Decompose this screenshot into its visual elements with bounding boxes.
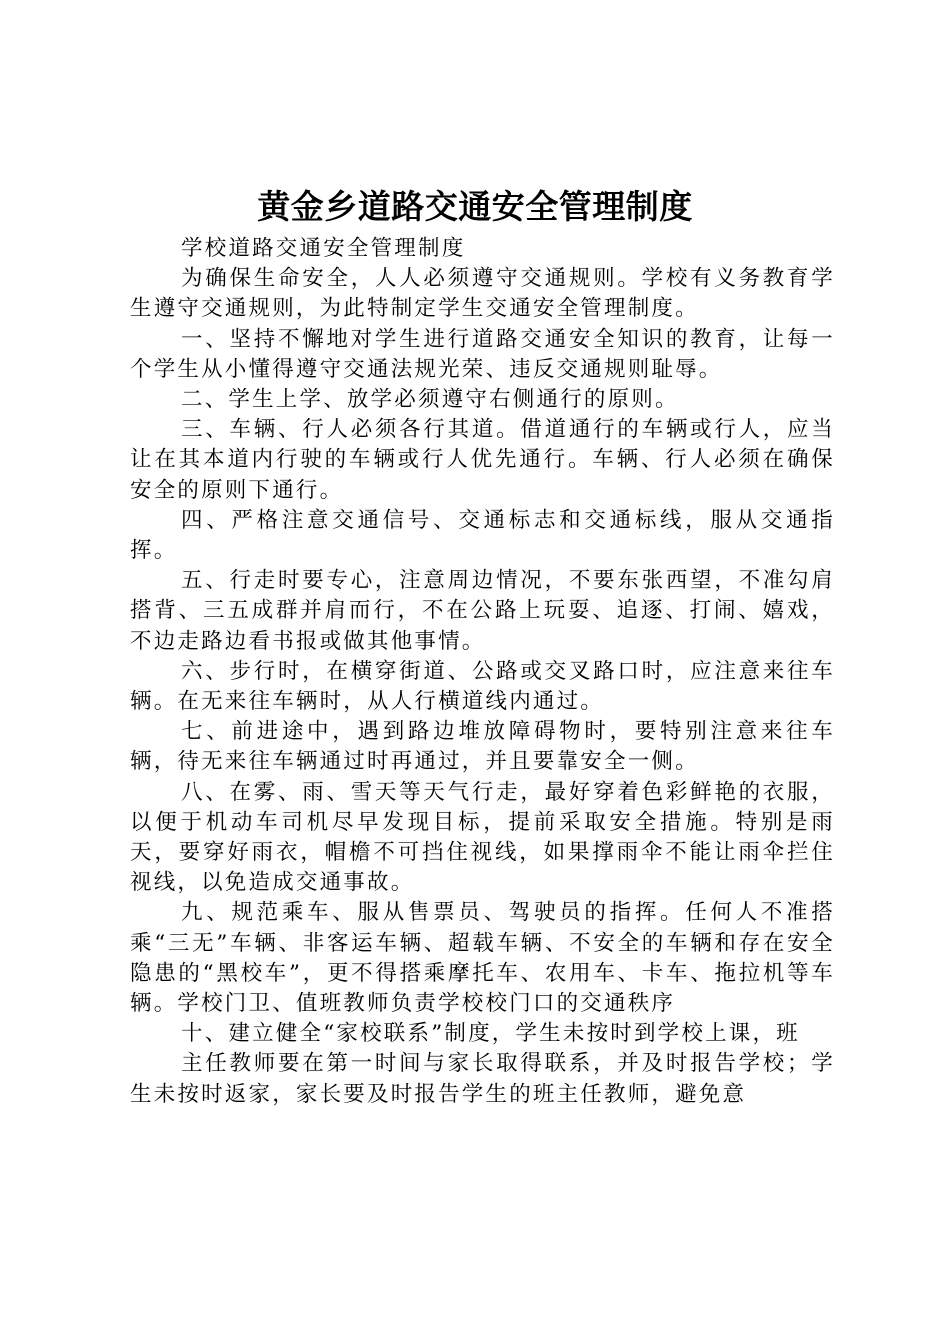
paragraph-rule-9: 九、规范乘车、服从售票员、驾驶员的指挥。任何人不准搭乘“三无”车辆、非客运车辆、超载车辆、不安全的车辆和存在安全隐患的“黑校车”，更不得搭乘摩托车、农用车、卡车、拖拉机等车辆。学校门卫、值班教师负责学校校门口的交通秩序 bbox=[130, 900, 835, 1017]
paragraph-rule-10-continued: 主任教师要在第一时间与家长取得联系，并及时报告学校；学生未按时返家，家长要及时报告学生的班主任教师，避免意 bbox=[130, 1051, 835, 1107]
paragraph-rule-10: 十、建立健全“家校联系”制度，学生未按时到学校上课，班 bbox=[181, 1021, 800, 1047]
paragraph-rule-5: 五、行走时要专心，注意周边情况，不要东张西望，不准勾肩搭背、三五成群并肩而行，不在公路上玩耍、追逐、打闹、嬉戏，不边走路边看书报或做其他事情。 bbox=[130, 568, 835, 654]
paragraph-rule-6: 六、步行时，在横穿街道、公路或交叉路口时，应注意来往车辆。在无来往车辆时，从人行横道线内通过。 bbox=[130, 658, 835, 715]
paragraph-rule-2: 二、学生上学、放学必须遵守右侧通行的原则。 bbox=[181, 387, 679, 413]
document-body bbox=[130, 234, 835, 1110]
paragraph-rule-3: 三、车辆、行人必须各行其道。借道通行的车辆或行人，应当让在其本道内行驶的车辆或行人优先通行。车辆、行人必须在确保安全的原则下通行。 bbox=[130, 417, 835, 503]
paragraph-rule-4: 四、严格注意交通信号、交通标志和交通标线，服从交通指挥。 bbox=[130, 507, 835, 564]
document-title: 黄金乡道路交通安全管理制度 bbox=[257, 187, 693, 226]
paragraph-intro: 为确保生命安全，人人必须遵守交通规则。学校有义务教育学生遵守交通规则，为此特制定学生交通安全管理制度。 bbox=[130, 266, 835, 322]
paragraph-subtitle: 学校道路交通安全管理制度 bbox=[181, 236, 466, 261]
paragraph-rule-1: 一、坚持不懈地对学生进行道路交通安全知识的教育，让每一个学生从小懂得遵守交通法规光荣、违反交通规则耻辱。 bbox=[130, 326, 835, 382]
paragraph-rule-8: 八、在雾、雨、雪天等天气行走，最好穿着色彩鲜艳的衣服，以便于机动车司机尽早发现目标，提前采取安全措施。特别是雨天，要穿好雨衣，帽檐不可挡住视线，如果撑雨伞不能让雨伞拦住视线，以免造成交通事故。 bbox=[130, 779, 835, 896]
paragraph-rule-7: 七、前进途中，遇到路边堆放障碍物时，要特别注意来往车辆，待无来往车辆通过时再通过，并且要靠安全一侧。 bbox=[130, 719, 835, 775]
